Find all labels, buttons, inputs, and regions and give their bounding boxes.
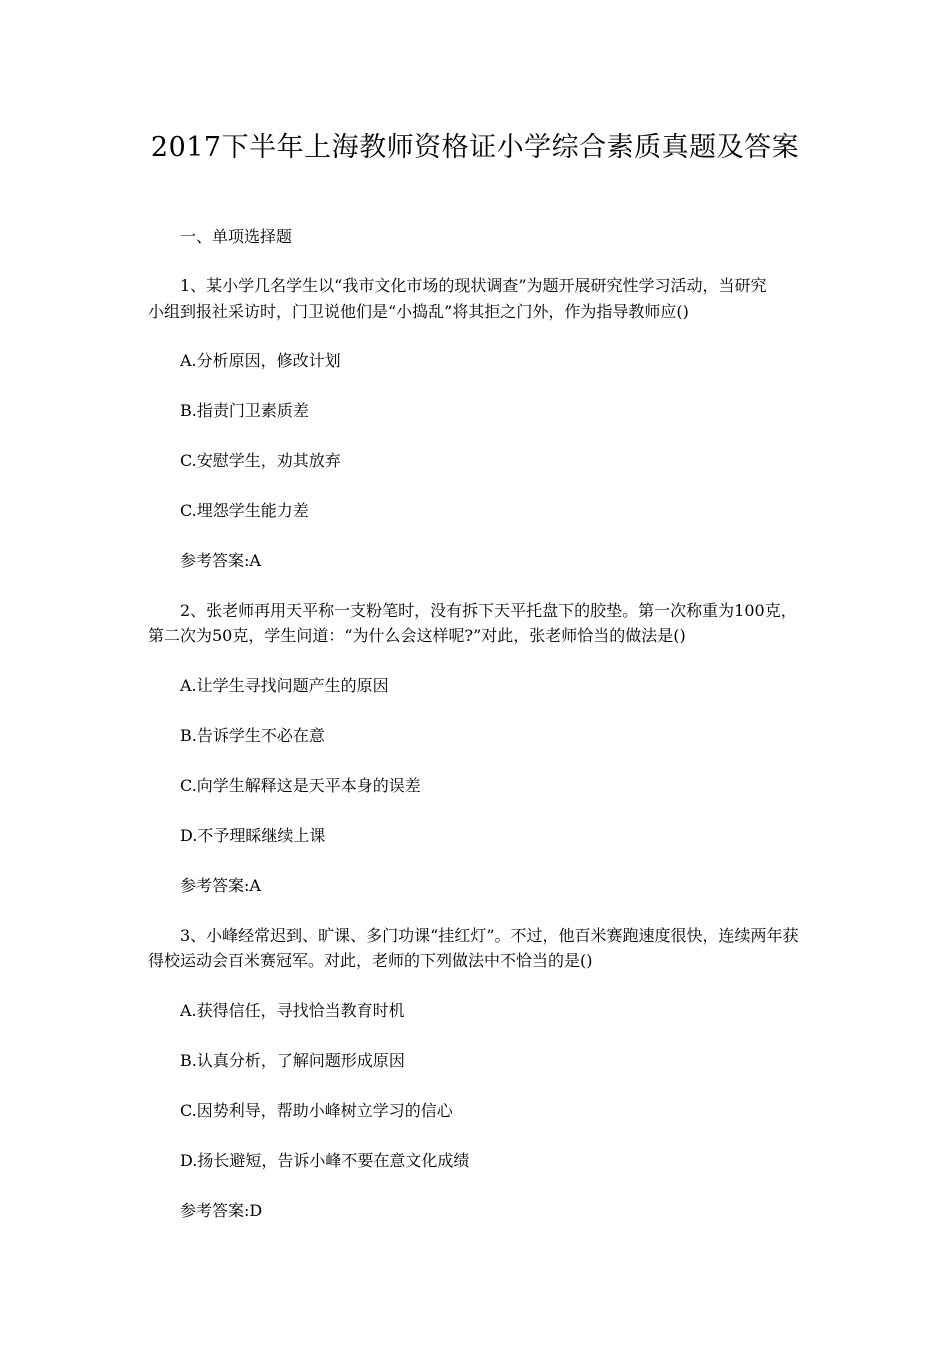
- question-1-option-b: B.指责门卫素质差: [180, 401, 309, 420]
- question-2-stem-line-2: 第二次为50克，学生问道：“为什么会这样呢?”对此，张老师恰当的做法是(): [148, 626, 686, 645]
- question-2-stem-line-1: 2、张老师再用天平称一支粉笔时，没有拆下天平托盘下的胶垫。第一次称重为100克，: [180, 601, 797, 620]
- document-title: 2017下半年上海教师资格证小学综合素质真题及答案: [150, 132, 800, 163]
- question-3-option-a: A.获得信任，寻找恰当教育时机: [180, 1001, 405, 1020]
- question-2-option-a: A.让学生寻找问题产生的原因: [180, 676, 389, 695]
- question-1-stem-line-1: 1、某小学几名学生以“我市文化市场的现状调查”为题开展研究性学习活动，当研究: [180, 276, 767, 295]
- question-2-option-b: B.告诉学生不必在意: [180, 726, 325, 745]
- section-heading: 一、单项选择题: [180, 227, 293, 246]
- question-3-option-d: D.扬长避短，告诉小峰不要在意文化成绩: [180, 1151, 470, 1170]
- question-1-option-d: C.埋怨学生能力差: [180, 501, 309, 520]
- question-2-option-c: C.向学生解释这是天平本身的误差: [180, 776, 421, 795]
- question-3-answer: 参考答案:D: [180, 1201, 263, 1220]
- question-3-option-c: C.因势利导，帮助小峰树立学习的信心: [180, 1101, 453, 1120]
- question-1-stem-line-2: 小组到报社采访时，门卫说他们是“小捣乱”将其拒之门外，作为指导教师应(): [148, 302, 689, 321]
- question-1-option-c: C.安慰学生，劝其放弃: [180, 451, 341, 470]
- question-2-option-d: D.不予理睬继续上课: [180, 826, 326, 845]
- question-2-answer: 参考答案:A: [180, 876, 261, 895]
- question-3-stem-line-1: 3、小峰经常迟到、旷课、多门功课“挂红灯”。不过，他百米赛跑速度很快，连续两年获: [180, 926, 799, 945]
- question-3-stem-line-2: 得校运动会百米赛冠军。对此，老师的下列做法中不恰当的是(): [148, 951, 593, 970]
- question-3-option-b: B.认真分析，了解问题形成原因: [180, 1051, 405, 1070]
- question-1-option-a: A.分析原因，修改计划: [180, 351, 341, 370]
- question-1-answer: 参考答案:A: [180, 551, 261, 570]
